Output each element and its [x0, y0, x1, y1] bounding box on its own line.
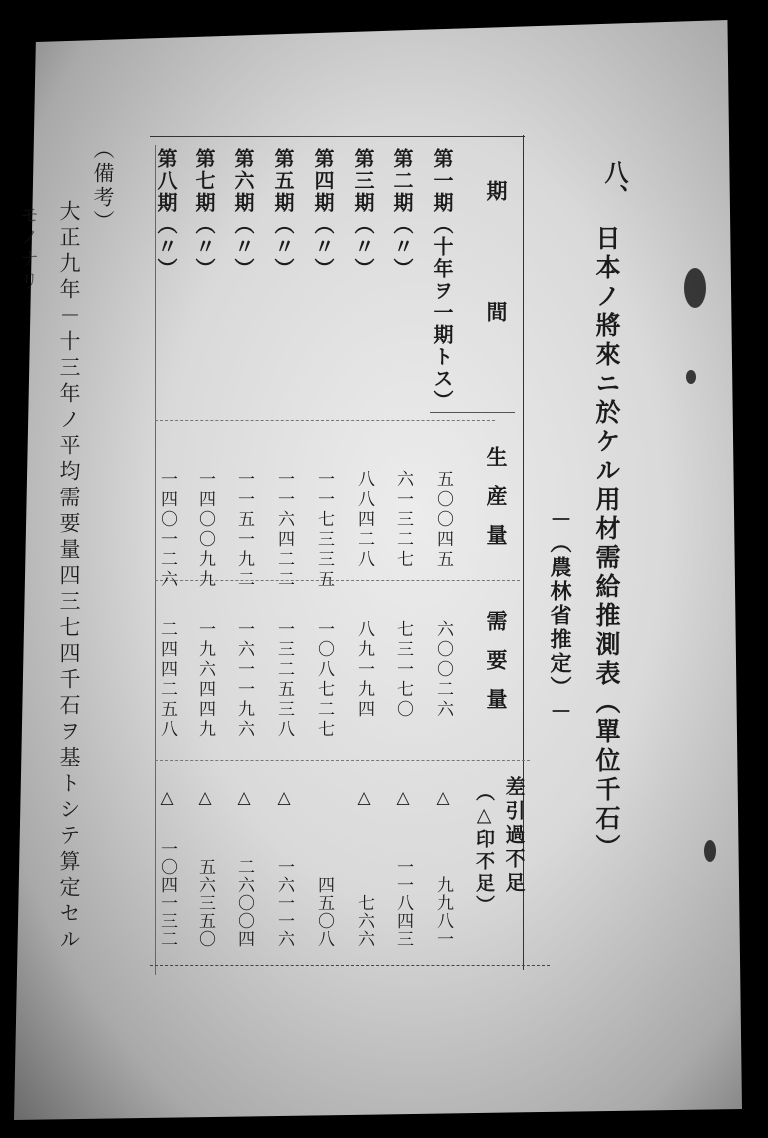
balance-value: 五六三五〇: [195, 858, 215, 948]
cell-production: 一一七三三五: [314, 470, 334, 590]
deficit-mark: △: [393, 788, 413, 809]
cell-period: 第四期（〃）: [311, 148, 335, 280]
deficit-mark: △: [274, 788, 294, 809]
cell-balance: [196, 788, 213, 948]
notes-text-continued: モノナリ: [17, 205, 39, 293]
header-demand: 需要量: [484, 610, 509, 727]
cell-demand: 六〇〇二六: [433, 620, 453, 720]
cell-production: 一四〇一二六: [157, 470, 177, 590]
cell-demand: 七三一七〇: [393, 620, 413, 720]
cell-balance: [235, 788, 252, 948]
cell-balance: [355, 788, 372, 948]
cell-balance: [394, 788, 411, 948]
deficit-mark: △: [433, 788, 453, 809]
table-border-top: [150, 136, 525, 137]
column-divider: [155, 760, 530, 761]
header-balance: 差引過不足: [502, 776, 526, 896]
cell-period: 第三期（〃）: [351, 148, 375, 280]
deficit-mark: △: [234, 788, 254, 809]
cell-production: 一一五一九二: [234, 470, 254, 590]
header-period: 期間: [484, 180, 509, 422]
cell-demand: 一〇八七二七: [314, 620, 334, 740]
section-number: 八、: [600, 160, 629, 208]
cell-period: 第八期（〃）: [154, 148, 178, 280]
cell-period: 第六期（〃）: [231, 148, 255, 280]
cell-balance: [434, 788, 451, 948]
balance-value: 一〇四一三二: [157, 840, 177, 948]
cell-production: 一一六四二二: [274, 470, 294, 590]
deficit-mark: △: [195, 788, 215, 809]
cell-demand: 一三二五三八: [274, 620, 294, 740]
cell-period: 第二期（〃）: [390, 148, 414, 280]
deficit-mark: △: [354, 788, 374, 809]
balance-value: 一六一一六: [274, 858, 294, 948]
balance-value: 二六〇〇四: [234, 858, 254, 948]
deficit-mark: △: [157, 788, 177, 809]
cell-production: 六一三二七: [393, 470, 413, 570]
table-border-bottom: [150, 965, 550, 966]
cell-balance: [158, 788, 175, 948]
cell-production: 五〇〇四五: [433, 470, 453, 570]
cell-balance: [275, 788, 292, 948]
balance-value: 七六六: [354, 894, 374, 948]
cell-balance: [315, 788, 332, 948]
cell-demand: 二四四二五八: [157, 620, 177, 740]
table-subtitle: －（農林省推定）－: [548, 508, 573, 724]
cell-production: 一四〇〇九九: [195, 470, 215, 590]
header-balance-note: （△印不足）: [473, 782, 495, 917]
notes-text: 大正九年－十三年ノ平均需要量四三七四千石ヲ基トシテ算定セル: [57, 200, 81, 954]
cell-period: 第一期（十年ヲ一期トス）: [430, 148, 454, 412]
balance-value: 四五〇八: [314, 876, 334, 948]
cell-period: 第五期（〃）: [271, 148, 295, 280]
cell-demand: 一六一一九六: [234, 620, 254, 740]
column-divider: [155, 420, 495, 421]
ink-stain: [704, 840, 716, 862]
cell-period: 第七期（〃）: [192, 148, 216, 280]
header-production: 生産量: [484, 446, 509, 563]
document-page: [14, 20, 742, 1120]
table-title: 日本ノ將來ニ於ケル用材需給推測表（單位千石）: [592, 225, 621, 863]
ink-stain: [684, 268, 706, 308]
balance-value: 九九八一: [433, 876, 453, 948]
cell-demand: 八九一九四: [354, 620, 374, 720]
notes-label: （備考）: [91, 138, 115, 234]
cell-production: 八八四二八: [354, 470, 374, 570]
balance-value: 一一八四三: [393, 858, 413, 948]
ink-stain: [686, 370, 696, 384]
cell-demand: 一九六四四九: [195, 620, 215, 740]
